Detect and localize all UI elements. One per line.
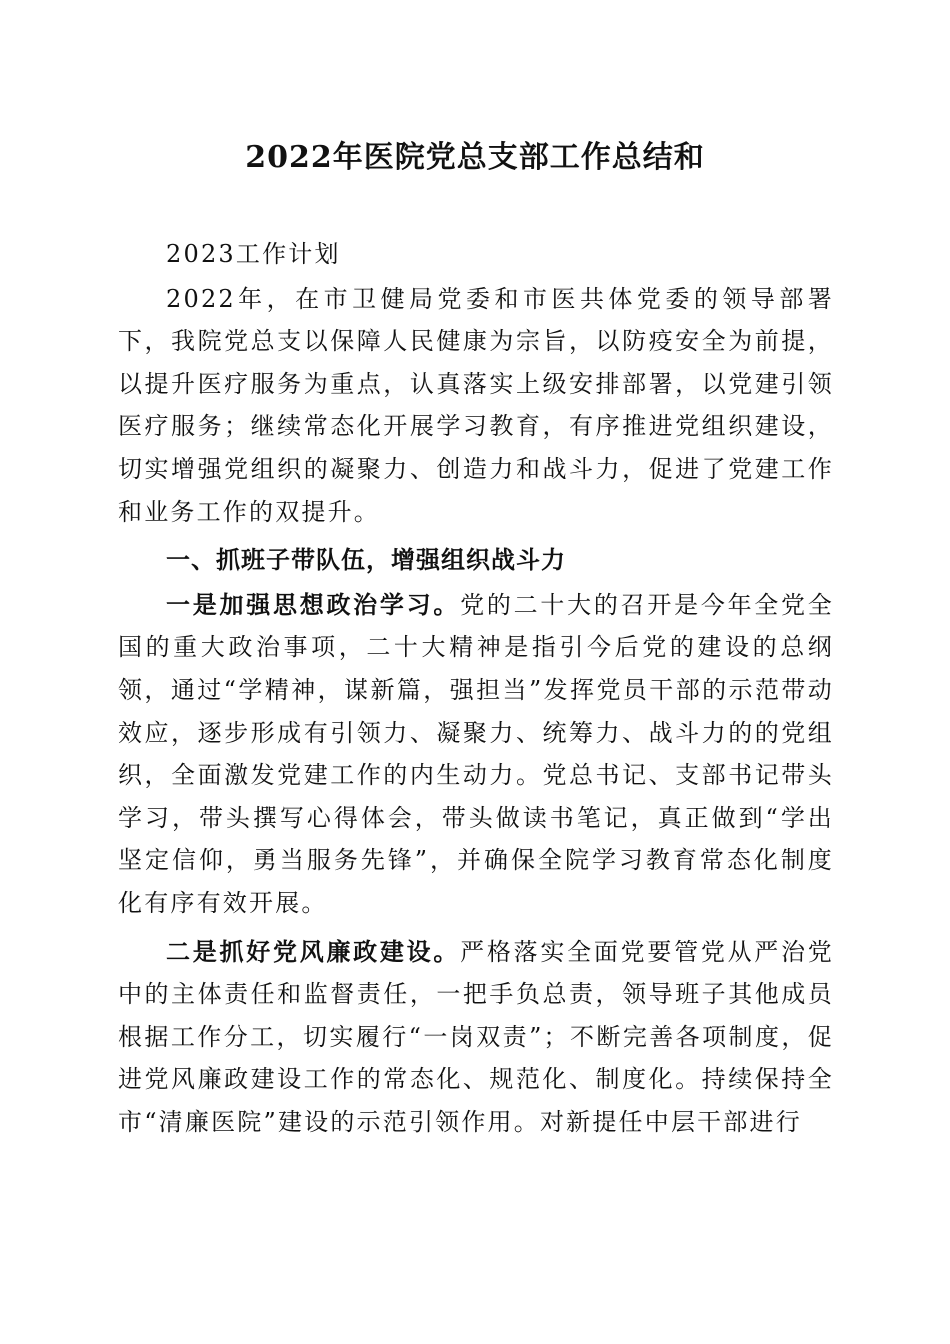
document-title: 2022年医院党总支部工作总结和: [245, 140, 705, 175]
item-text-1: 党的二十大的召开是今年全党全国的重大政治事项，二十大精神是指引今后党的建设的总纲领，通过“学精神，谋新篇，强担当”发挥党员干部的示范带动效应，逐步形成有引领力、凝聚力、统筹力、战斗力的的党组织，全面激发党建工作的内生动力。党总书记、支部书记带头学习，带头撰写心得体会，带头做读书笔记，真正做到“学出坚定信仰，勇当服务先锋”，并确保全院学习教育常态化制度化有序有效开展。: [118, 590, 834, 917]
item-text-2: 严格落实全面党要管党从严治党中的主体责任和监督责任，一把手负总责，领导班子其他成员根据工作分工，切实履行“一岗双责”；不断完善各项制度，促进党风廉政建设工作的常态化、规范化、制度化。持续保持全市“清廉医院”建设的示范引领作用。对新提任中层干部进行: [118, 937, 834, 1136]
item-paragraph-2: [118, 931, 834, 1144]
intro-paragraph: 2022年，在市卫健局党委和市医共体党委的领导部署下，我院党总支以保障人民健康为宗旨，以防疫安全为前提，以提升医疗服务为重点，认真落实上级安排部署，以党建引领医疗服务；继续常态化开展学习教育，有序推进党组织建设，切实增强党组织的凝聚力、创造力和战斗力，促进了党建工作和业务工作的双提升。: [118, 284, 834, 526]
item-paragraph-1: [118, 584, 834, 925]
item-lead-1: 一是加强思想政治学习。: [166, 590, 461, 619]
document-body: [118, 233, 834, 1143]
subtitle-line: 2023工作计划: [166, 240, 341, 268]
item-lead-2: 二是抓好党风廉政建设。: [166, 937, 461, 966]
section-heading-1: 一、抓班子带队伍，增强组织战斗力: [166, 546, 566, 575]
